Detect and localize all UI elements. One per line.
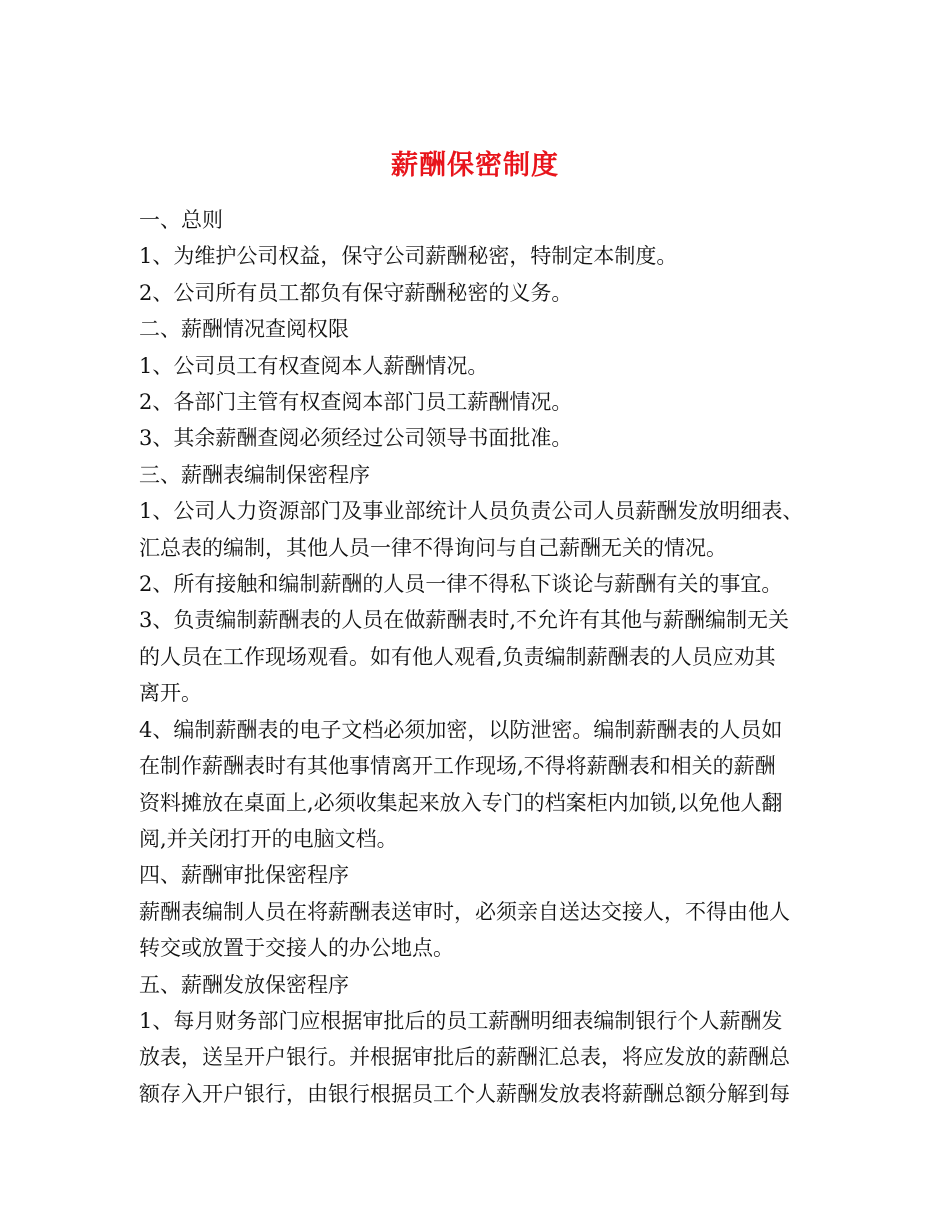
paragraph-line: 薪酬表编制人员在将薪酬表送审时，必须亲自送达交接人，不得由他人 <box>139 899 790 924</box>
section-heading-access: 二、薪酬情况查阅权限 <box>139 317 349 342</box>
section-heading-approval: 四、薪酬审批保密程序 <box>139 863 349 888</box>
document-title: 薪酬保密制度 <box>391 150 559 182</box>
paragraph-line: 转交或放置于交接人的办公地点。 <box>139 936 454 961</box>
paragraph-line: 4、编制薪酬表的电子文档必须加密，以防泄密。编制薪酬表的人员如 <box>139 717 783 742</box>
paragraph-line: 离开。 <box>139 681 202 706</box>
section-heading-general: 一、总则 <box>139 208 223 232</box>
paragraph-line: 的人员在工作现场观看。如有他人观看,负责编制薪酬表的人员应劝其 <box>139 644 776 669</box>
paragraph-line: 2、公司所有员工都负有保守薪酬秘密的义务。 <box>139 280 573 305</box>
section-heading-payment: 五、薪酬发放保密程序 <box>139 972 349 997</box>
paragraph-line: 1、每月财务部门应根据审批后的员工薪酬明细表编制银行个人薪酬发 <box>139 1008 783 1033</box>
paragraph-line: 2、各部门主管有权查阅本部门员工薪酬情况。 <box>139 390 573 415</box>
paragraph-line: 额存入开户银行，由银行根据员工个人薪酬发放表将薪酬总额分解到每 <box>139 1081 790 1106</box>
paragraph-line: 3、负责编制薪酬表的人员在做薪酬表时,不允许有其他与薪酬编制无关 <box>139 608 790 633</box>
paragraph-line: 汇总表的编制，其他人员一律不得询问与自己薪酬无关的情况。 <box>139 535 727 560</box>
paragraph-line: 阅,并关闭打开的电脑文档。 <box>139 826 398 851</box>
section-heading-preparation: 三、薪酬表编制保密程序 <box>139 462 370 487</box>
paragraph-line: 在制作薪酬表时有其他事情离开工作现场,不得将薪酬表和相关的薪酬 <box>139 754 776 779</box>
paragraph-line: 1、为维护公司权益，保守公司薪酬秘密，特制定本制度。 <box>139 244 678 269</box>
paragraph-line: 1、公司员工有权查阅本人薪酬情况。 <box>139 353 489 378</box>
paragraph-line: 放表，送呈开户银行。并根据审批后的薪酬汇总表，将应发放的薪酬总 <box>139 1045 790 1070</box>
document-body <box>139 202 829 1112</box>
paragraph-line: 资料摊放在桌面上,必须收集起来放入专门的档案柜内加锁,以免他人翻 <box>139 790 783 815</box>
paragraph-line: 2、所有接触和编制薪酬的人员一律不得私下谈论与薪酬有关的事宜。 <box>139 572 783 597</box>
paragraph-line: 3、其余薪酬查阅必须经过公司领导书面批准。 <box>139 426 573 451</box>
paragraph-line: 1、公司人力资源部门及事业部统计人员负责公司人员薪酬发放明细表、 <box>139 499 804 524</box>
